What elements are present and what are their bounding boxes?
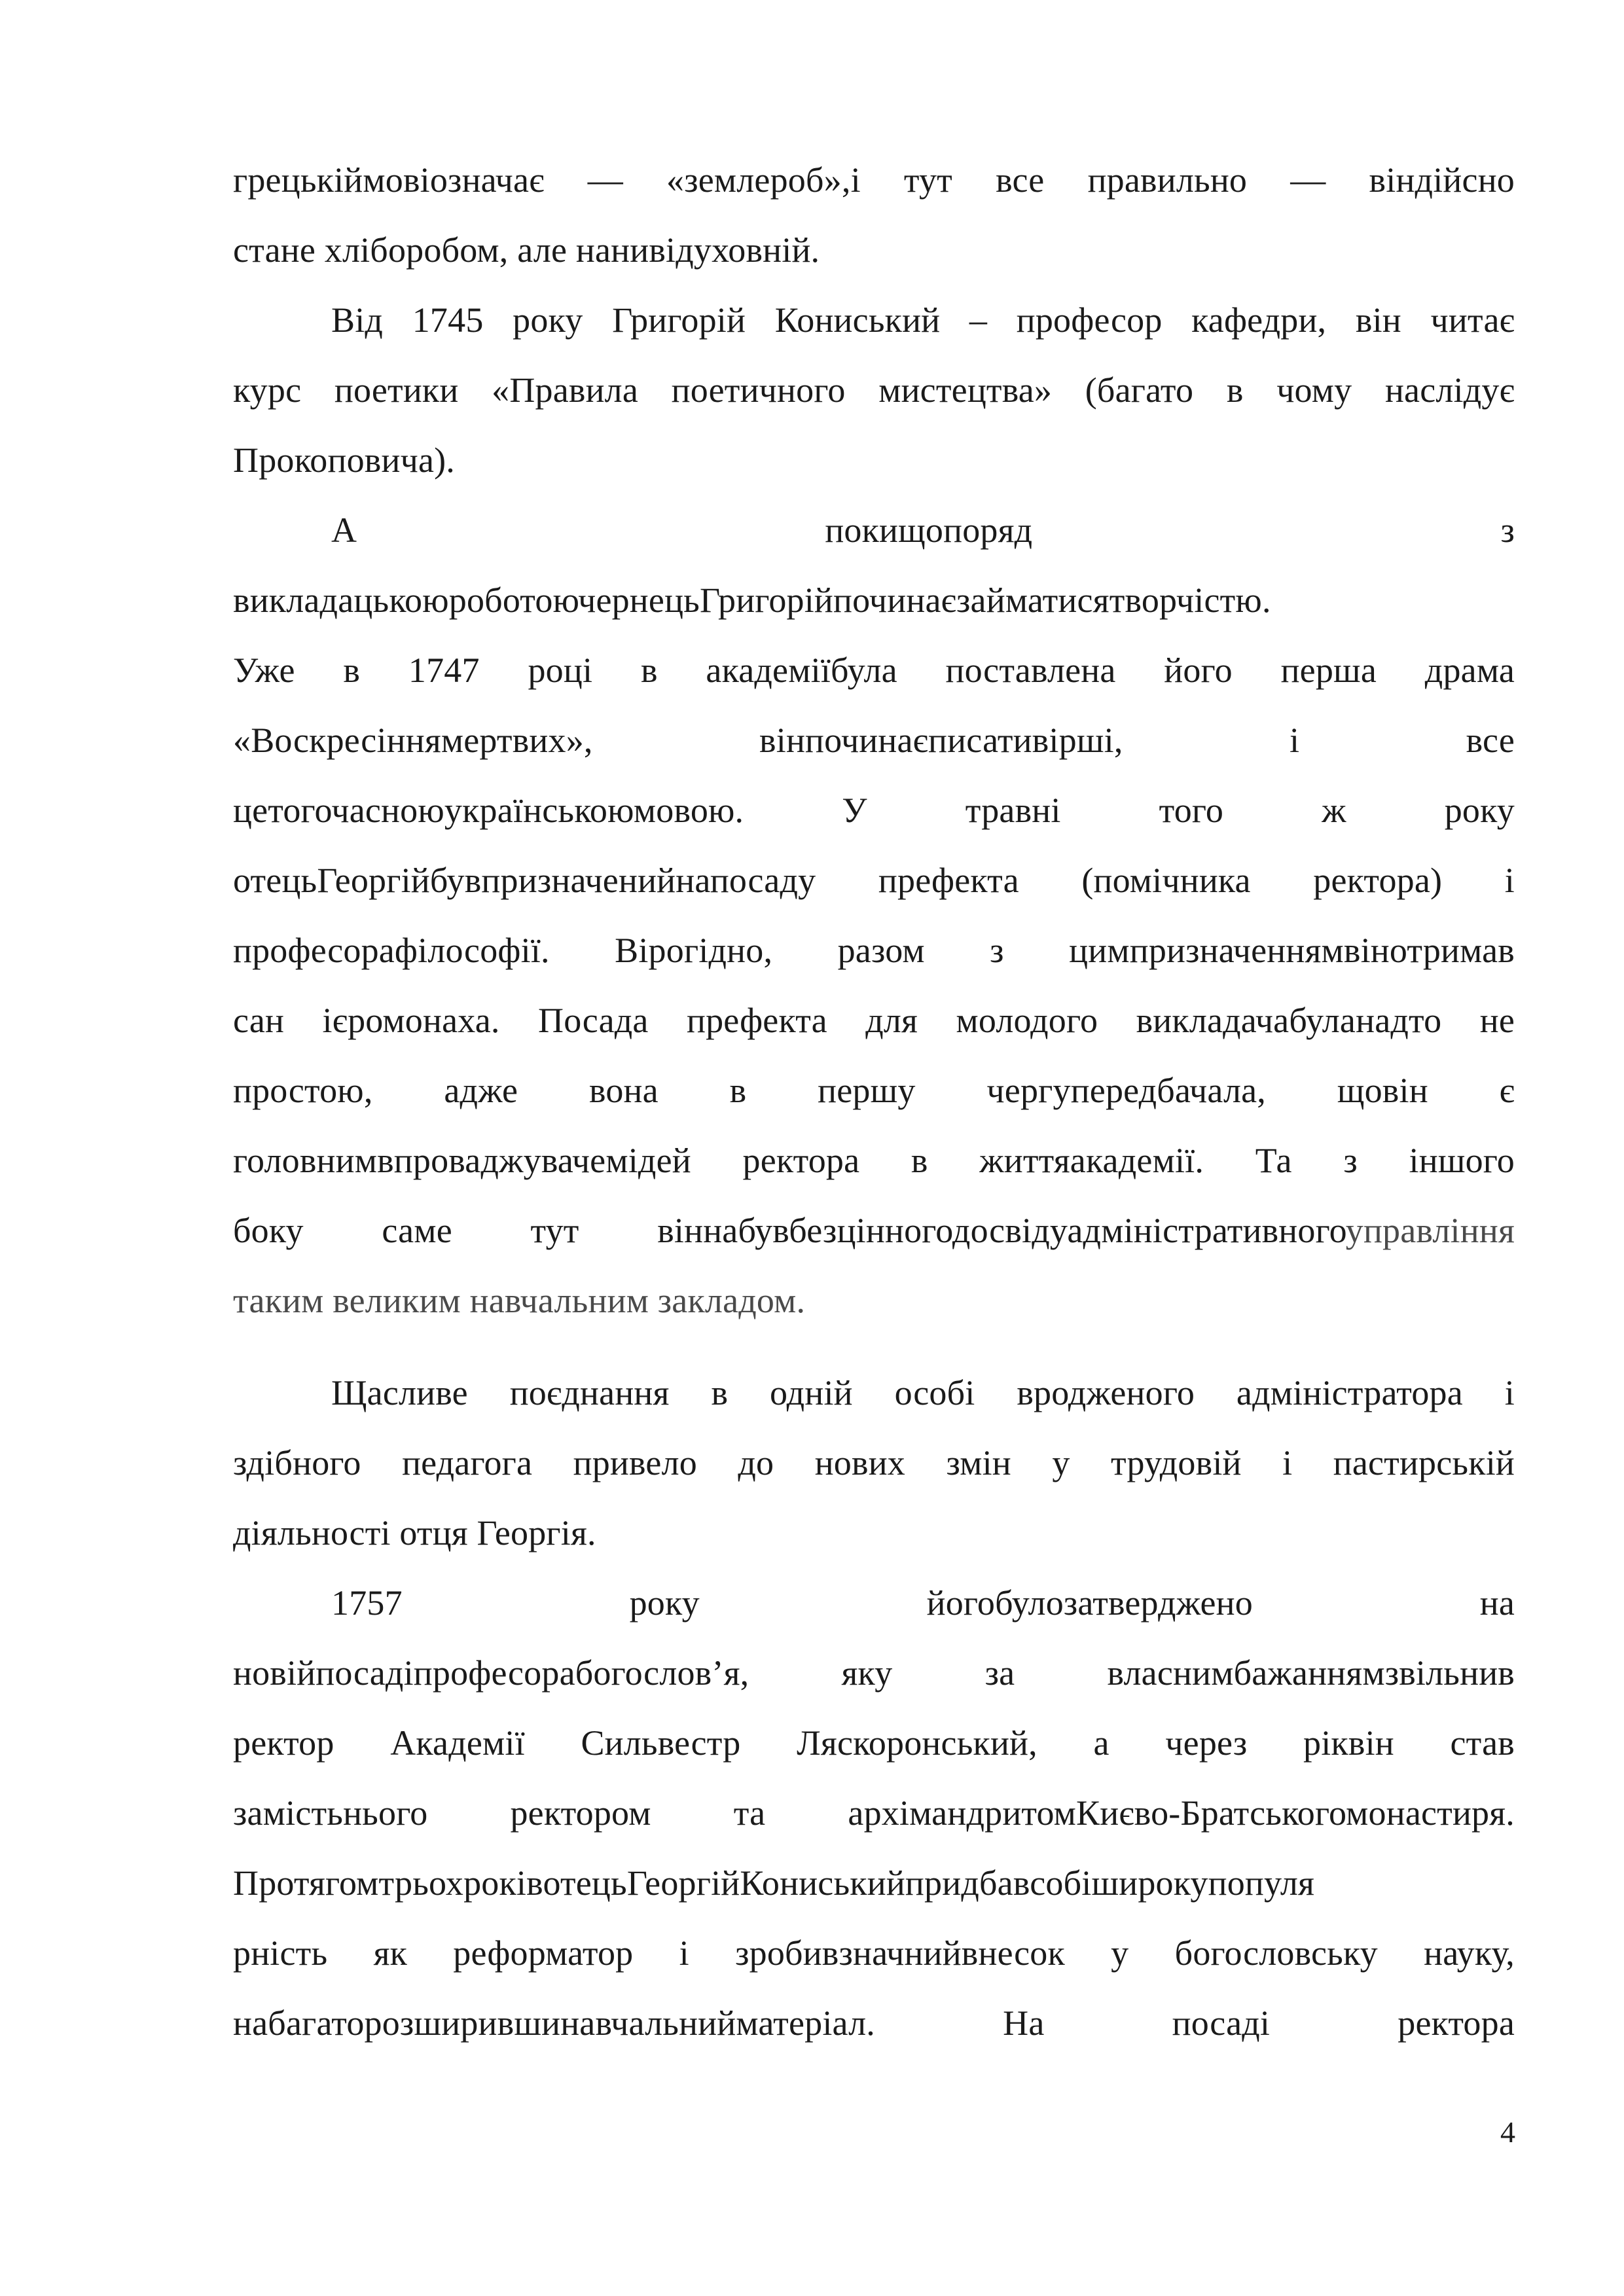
- text-line: викладацькоюроботоючернецьГригорійпочинаєзайматисятворчістю.: [233, 581, 1271, 620]
- text-line: ПротягомтрьохроківотецьГеоргійКониськийпридбавсобіширокупопуля: [233, 1863, 1315, 1903]
- text-line: здібного педагога привело до нових змін у трудовій і пастирській: [233, 1443, 1515, 1482]
- text-line: ректор Академії Сильвестр Ляскоронський, а через ріквін став: [233, 1723, 1515, 1763]
- text-line: стане хліборобом, але нанивідуховній.: [233, 230, 820, 270]
- text-line-gray: таким великим навчальним закладом.: [233, 1281, 806, 1320]
- text-line: рність як реформатор і зробивзначнийвнесок у богословську науку,: [233, 1933, 1515, 1973]
- text-line: сан ієромонаха. Посада префекта для молодого викладачабуланадто не: [233, 1001, 1515, 1040]
- text-line: простою, адже вона в першу чергупередбачала, щовін є: [233, 1071, 1515, 1110]
- paragraph-1: [233, 145, 1515, 285]
- paragraph-5: [233, 1568, 1515, 2058]
- text-segment-gray: управління: [1345, 1211, 1515, 1250]
- text-line: діяльності отця Георгія.: [233, 1513, 596, 1552]
- text-line: Прокоповича).: [233, 440, 455, 480]
- text-line: замістьнього ректором та архімандритомКиєво-Братськогомонастиря.: [233, 1793, 1515, 1833]
- text-line: набагаторозширившинавчальнийматеріал. На посаді ректора: [233, 2003, 1515, 2043]
- document-body: [233, 145, 1515, 2058]
- page-number: 4: [1500, 2115, 1515, 2149]
- paragraph-3: [233, 495, 1515, 1336]
- text-line: А покищопоряд з: [331, 511, 1515, 550]
- text-line: грецькіймовіозначає — «землероб»,і тут все правильно — віндійсно: [233, 160, 1515, 200]
- paragraph-2: [233, 285, 1515, 495]
- text-line: 1757 року йогобулозатверджено на: [331, 1583, 1515, 1623]
- text-line: [233, 1196, 1515, 1266]
- text-line: «Воскресіннямертвих», вінпочинаєписативірші, і все: [233, 721, 1515, 760]
- text-line: цетогочасноюукраїнськоюмовою. У травні того ж року: [233, 791, 1515, 830]
- text-line: курс поетики «Правила поетичного мистецтва» (багато в чому наслідує: [233, 370, 1515, 410]
- text-line: отецьГеоргійбувпризначенийнапосаду префекта (помічника ректора) і: [233, 861, 1515, 900]
- text-line: професорафілософії. Вірогідно, разом з цимпризначеннямвінотримав: [233, 931, 1515, 970]
- paragraph-spacer: [233, 1336, 1515, 1358]
- text-line: головнимвпроваджувачемідей ректора в життяакадемії. Та з іншого: [233, 1141, 1515, 1180]
- text-line: Від 1745 року Григорій Кониський – професор кафедри, він читає: [331, 300, 1515, 340]
- text-line: новійпосадіпрофесорабогослов’я, яку за власнимбажаннямзвільнив: [233, 1653, 1515, 1693]
- text-line: Уже в 1747 році в академіїбула поставлена його перша драма: [233, 651, 1515, 690]
- text-line: Щасливе поєднання в одній особі вродженого адміністратора і: [331, 1373, 1515, 1412]
- paragraph-4: [233, 1358, 1515, 1568]
- text-segment: боку саме тут віннабувбезцінногодосвідуадміністративного: [233, 1211, 1346, 1250]
